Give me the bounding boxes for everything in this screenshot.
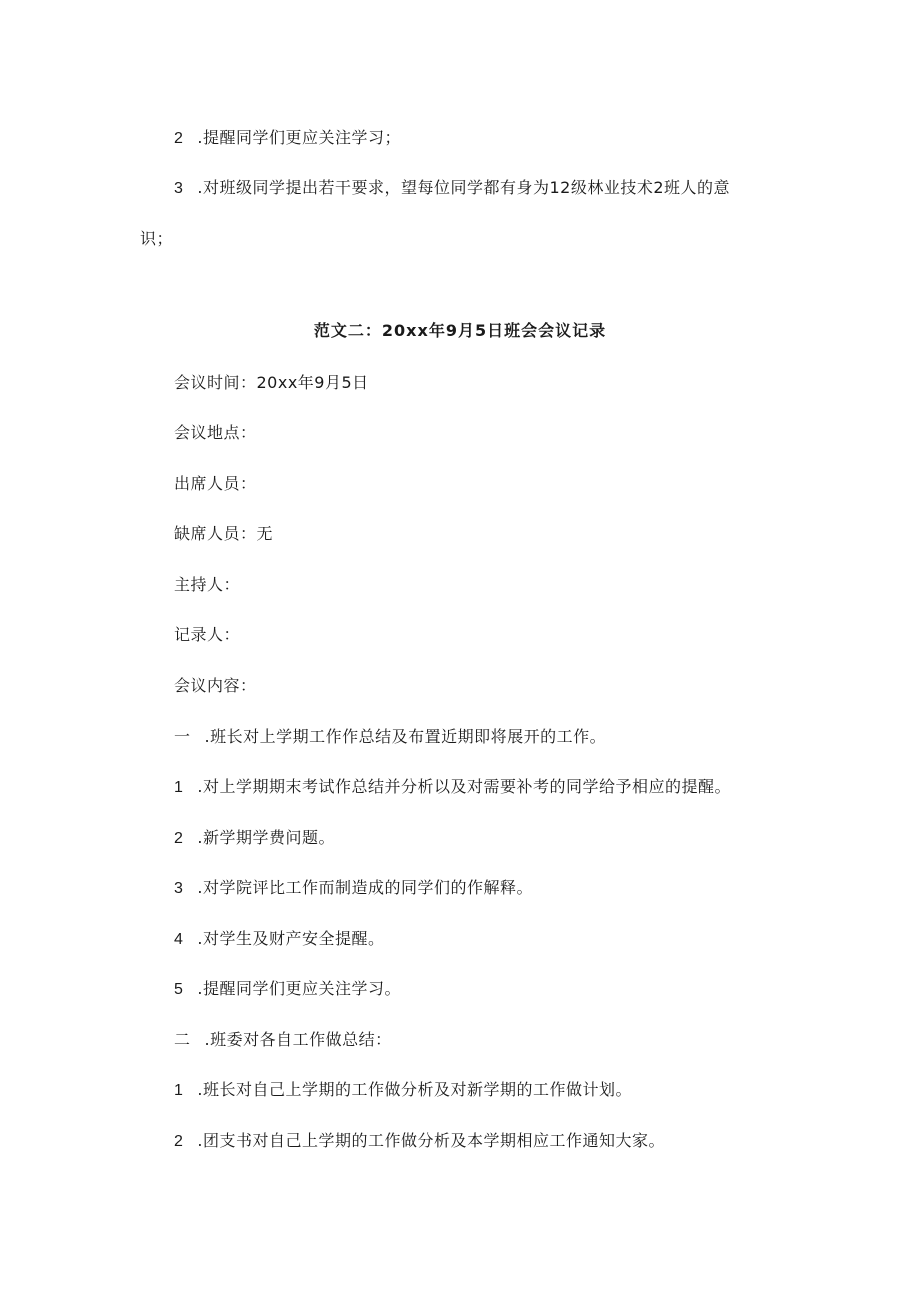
meeting-place: 会议地点： <box>174 423 257 442</box>
item-number: 2 <box>174 130 184 147</box>
list-item <box>174 178 730 199</box>
list-item: 5 .提醒同学们更应关注学习。 <box>174 979 401 998</box>
list-item-continuation: 识； <box>140 229 174 248</box>
meeting-host: 主持人： <box>174 575 241 594</box>
list-item: 1 .班长对自己上学期的工作做分析及对新学期的工作做计划。 <box>174 1080 632 1099</box>
list-item: 3 .对学院评比工作而制造成的同学们的作解释。 <box>174 878 533 897</box>
item-text: .提醒同学们更应关注学习； <box>197 128 401 147</box>
meeting-content-label: 会议内容： <box>174 676 257 695</box>
item-text: .对班级同学提出若干要求，望每位同学都有身为12级林业技术2班人的意 <box>197 178 731 197</box>
meeting-recorder: 记录人： <box>174 625 241 644</box>
list-item <box>174 128 401 149</box>
meeting-time: 会议时间：20xx年9月5日 <box>174 373 369 392</box>
part-two-heading: 二 .班委对各自工作做总结： <box>174 1030 392 1049</box>
meeting-absentees: 缺席人员：无 <box>174 524 274 543</box>
meeting-attendees: 出席人员： <box>174 474 257 493</box>
list-item: 2 .团支书对自己上学期的工作做分析及本学期相应工作通知大家。 <box>174 1131 665 1150</box>
item-number: 3 <box>174 180 184 197</box>
section-title: 范文二：20xx年9月5日班会会议记录 <box>313 321 607 340</box>
list-item: 4 .对学生及财产安全提醒。 <box>174 929 385 948</box>
list-item: 2 .新学期学费问题。 <box>174 828 335 847</box>
part-one-heading: 一 .班长对上学期工作作总结及布置近期即将展开的工作。 <box>174 727 607 746</box>
list-item: 1 .对上学期期末考试作总结并分析以及对需要补考的同学给予相应的提醒。 <box>174 777 731 796</box>
